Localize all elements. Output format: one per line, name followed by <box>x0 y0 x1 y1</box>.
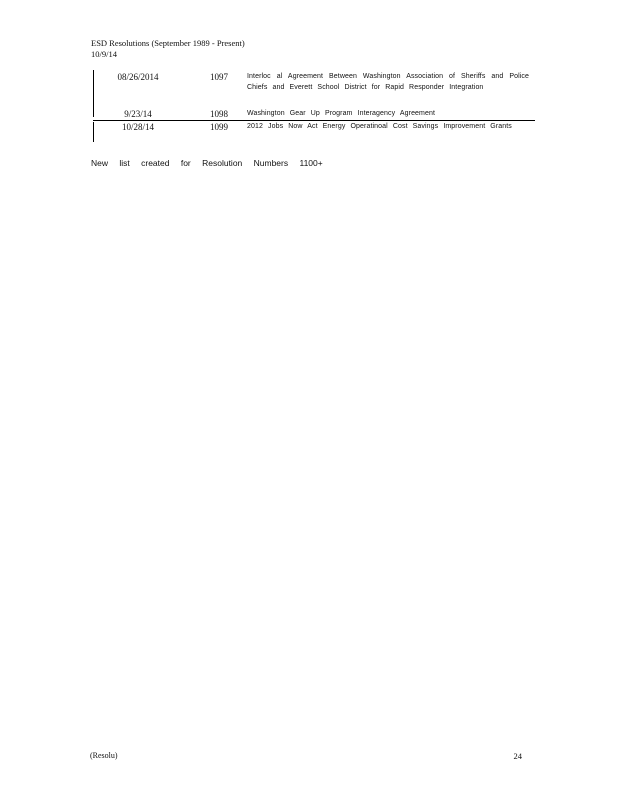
page-number: 24 <box>513 751 522 761</box>
document-date: 10/9/14 <box>91 49 117 59</box>
resolution-description: Interloc al Agreement Between Washington Association of Sheriffs and Police Chiefs and Everett School District for Rapid Responder Integration <box>247 73 529 91</box>
resolution-date: 08/26/2014 <box>117 72 159 82</box>
table-rule <box>93 120 535 121</box>
resolution-number: 1098 <box>210 109 228 119</box>
document-title: ESD Resolutions (September 1989 - Present) <box>91 38 245 48</box>
resolution-date: 10/28/14 <box>121 122 154 132</box>
resolution-number: 1099 <box>210 122 228 132</box>
resolution-description: Washington Gear Up Program Interagency Agreement <box>247 110 436 117</box>
list-note: New list created for Resolution Numbers 1100+ <box>91 158 323 168</box>
resolution-description: 2012 Jobs Now Act Energy Operatinoal Cost Savings Improvement Grants <box>247 123 512 130</box>
resolution-date: 9/23/14 <box>124 109 152 119</box>
page-header <box>91 38 245 59</box>
resolution-number: 1097 <box>210 72 228 82</box>
footer-label: (Resolu) <box>90 751 118 760</box>
